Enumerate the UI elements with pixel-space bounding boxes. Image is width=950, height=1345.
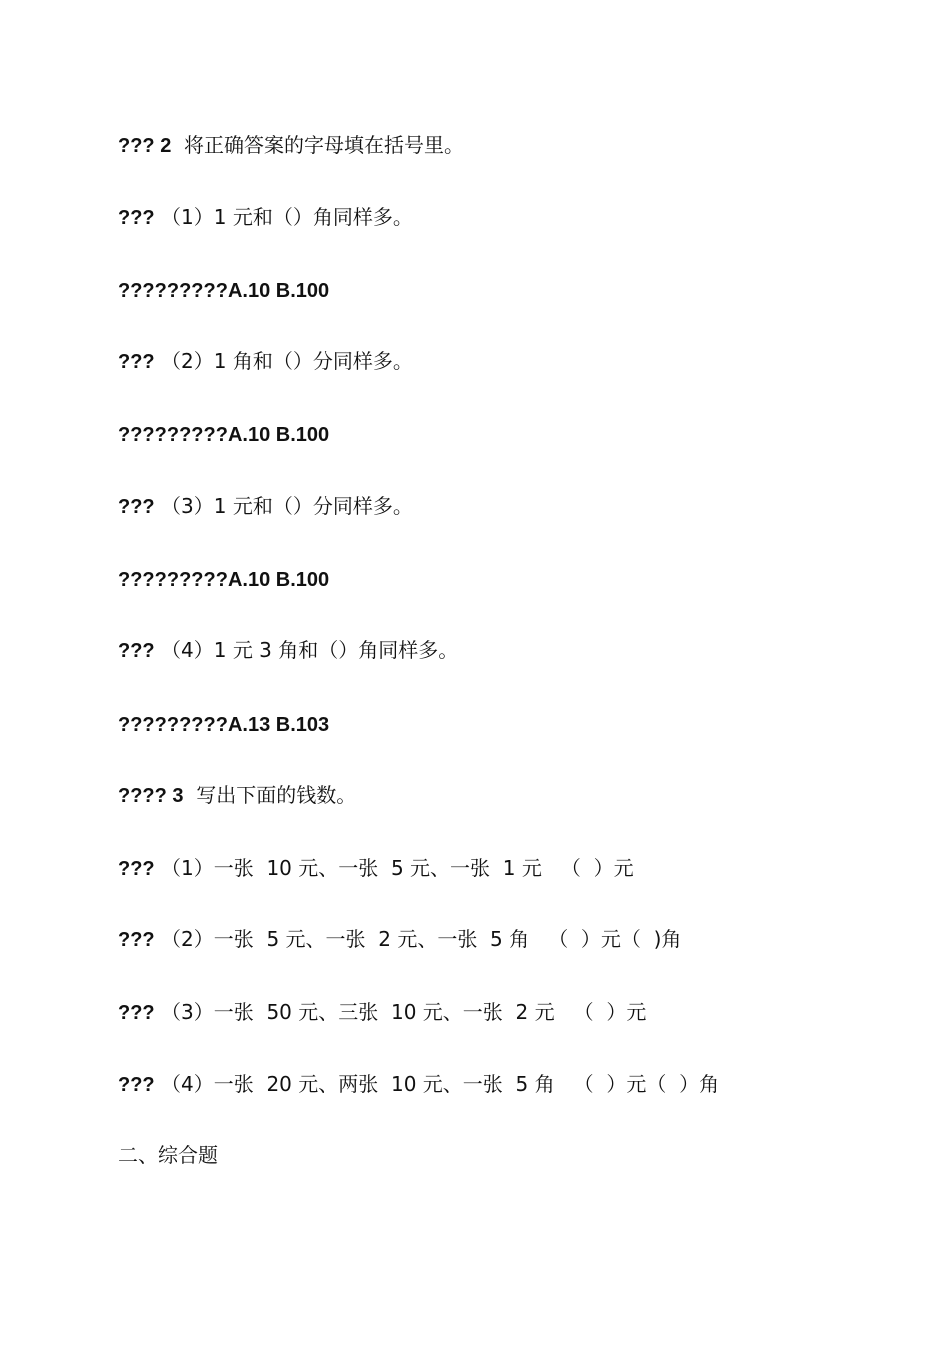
line-text: 二、综合题 (118, 1143, 218, 1167)
options-line (118, 711, 329, 738)
line-text: 将正确答案的字母填在括号里。 (171, 133, 465, 157)
section-3-heading (118, 782, 356, 809)
question-line (118, 926, 681, 953)
line-text: （1）1 元和（）角同样多。 (154, 205, 413, 229)
line-text: （4）1 元 3 角和（）角同样多。 (154, 638, 459, 662)
options-line (118, 421, 329, 448)
line-prefix: ??? (118, 496, 155, 518)
line-prefix: ?????????A.13 B.103 (118, 714, 330, 736)
line-text: 写出下面的钱数。 (183, 783, 357, 807)
line-prefix: ??? (118, 640, 155, 662)
line-prefix: ??? (118, 929, 155, 951)
options-line (118, 277, 329, 304)
options-line (118, 566, 329, 593)
line-prefix: ?????????A.10 B.100 (118, 424, 330, 446)
line-text: （3）1 元和（）分同样多。 (154, 494, 413, 518)
question-line (118, 1071, 719, 1098)
line-prefix: ??? (118, 351, 155, 373)
section-heading (118, 1142, 218, 1169)
line-text: （2）一张 5 元、一张 2 元、一张 5 角 （ ）元（ )角 (154, 927, 682, 951)
line-text: （1）一张 10 元、一张 5 元、一张 1 元 （ ）元 (154, 856, 634, 880)
line-text: （4）一张 20 元、两张 10 元、一张 5 角 （ ）元（ ）角 (154, 1072, 720, 1096)
section-2-heading (118, 132, 464, 159)
line-prefix: ??? (118, 1002, 155, 1024)
line-prefix: ?????????A.10 B.100 (118, 280, 330, 302)
line-prefix: ??? 2 (118, 135, 172, 157)
line-text: （3）一张 50 元、三张 10 元、一张 2 元 （ ）元 (154, 1000, 647, 1024)
question-line (118, 855, 634, 882)
line-prefix: ??? (118, 858, 155, 880)
question-line (118, 493, 413, 520)
question-line (118, 999, 646, 1026)
question-line (118, 348, 413, 375)
line-prefix: ??? (118, 1074, 155, 1096)
line-text: （2）1 角和（）分同样多。 (154, 349, 413, 373)
question-line (118, 637, 458, 664)
line-prefix: ?????????A.10 B.100 (118, 569, 330, 591)
line-prefix: ??? (118, 207, 155, 229)
line-prefix: ???? 3 (118, 785, 184, 807)
question-line (118, 204, 413, 231)
